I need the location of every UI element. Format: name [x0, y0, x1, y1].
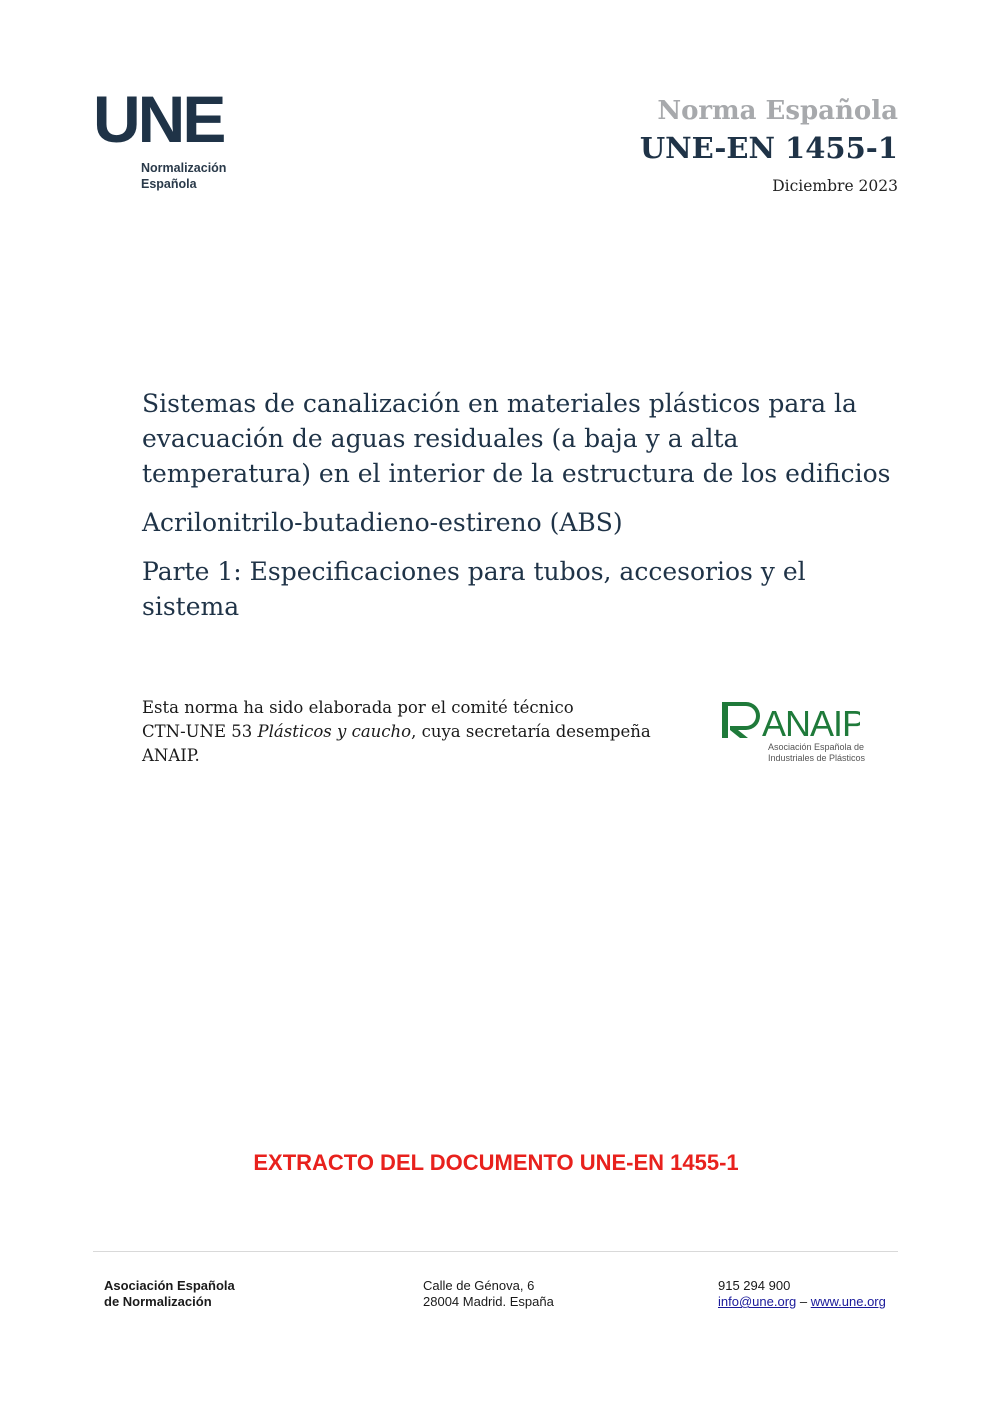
document-titles [142, 386, 922, 638]
part-title [142, 554, 922, 624]
email-link[interactable]: info@une.org [718, 1294, 797, 1309]
footer-address [423, 1278, 554, 1310]
part-title-line: Parte 1: Especificaciones para tubos, accesorios y el [142, 557, 806, 586]
committee-line-2 [142, 720, 682, 744]
committee-line-1: Esta norma ha sido elaborada por el comité técnico [142, 698, 574, 717]
footer-organization [104, 1278, 235, 1310]
committee-note [142, 696, 682, 768]
material-title-line: Acrilonitrilo-butadieno-estireno (ABS) [142, 508, 623, 537]
anaip-logo [720, 698, 870, 768]
une-logo-mark [93, 90, 228, 146]
footer-separator: – [796, 1294, 811, 1309]
committee-code: CTN-UNE 53 [142, 722, 258, 741]
footer-address-line: 28004 Madrid. España [423, 1294, 554, 1309]
footer-phone: 915 294 900 [718, 1278, 791, 1293]
logo-subtitle-2: Española [141, 177, 197, 191]
anaip-emblem-icon [722, 702, 760, 738]
committee-secretariat: , cuya secretaría desempeña [411, 722, 651, 741]
material-title [142, 505, 922, 540]
footer-divider [93, 1251, 898, 1252]
footer-org-line: Asociación Española [104, 1278, 235, 1293]
anaip-subtitle-1: Asociación Española de [768, 742, 865, 752]
norma-date: Diciembre 2023 [772, 177, 898, 195]
part-title-line: sistema [142, 592, 240, 621]
committee-name: Plásticos y caucho [257, 722, 412, 741]
logo-subtitle-1: Normalización [141, 161, 227, 175]
une-logo [93, 90, 253, 200]
main-title [142, 386, 922, 491]
footer-address-line: Calle de Génova, 6 [423, 1278, 535, 1293]
main-title-line: Sistemas de canalización en materiales plásticos para la [142, 389, 857, 418]
web-link[interactable]: www.une.org [810, 1294, 886, 1309]
footer-links [718, 1294, 886, 1310]
main-title-line: temperatura) en el interior de la estructura de los edificios [142, 459, 891, 488]
extract-notice: EXTRACTO DEL DOCUMENTO UNE-EN 1455-1 [253, 1150, 739, 1175]
anaip-subtitle-2: Industriales de Plásticos [768, 753, 866, 763]
committee-line-3: ANAIP. [142, 746, 200, 765]
anaip-logo-text: ANAIP [762, 703, 860, 742]
footer-contact [718, 1278, 886, 1310]
norma-label: Norma Española [657, 96, 898, 126]
norma-code: UNE-EN 1455-1 [639, 131, 898, 165]
une-logo-text: UNE [93, 90, 224, 146]
anaip-logo-mark [720, 698, 860, 742]
main-title-line: evacuación de aguas residuales (a baja y a alta [142, 424, 739, 453]
footer-org-line: de Normalización [104, 1294, 212, 1309]
